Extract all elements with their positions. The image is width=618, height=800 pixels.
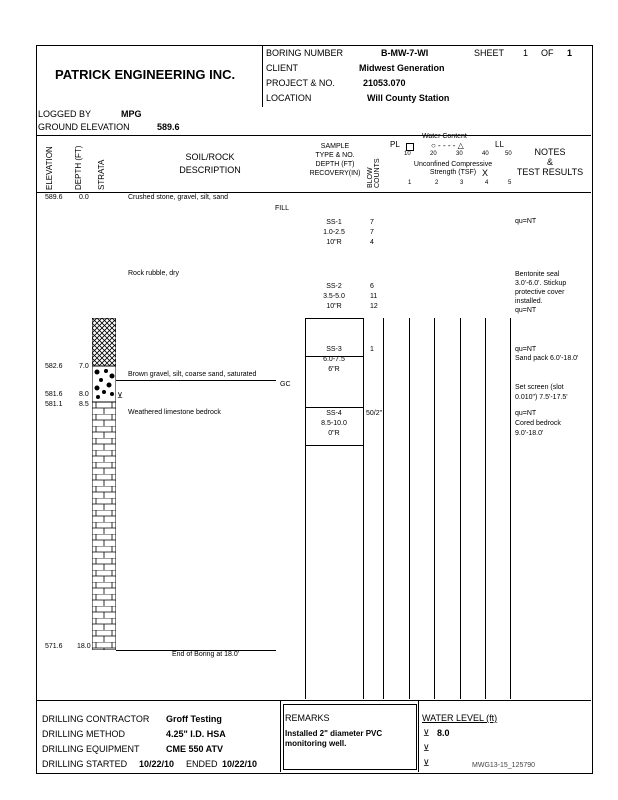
note-cored [515, 409, 561, 439]
method-value: 4.25" I.D. HSA [166, 729, 226, 739]
note-line: qu=NT [515, 307, 537, 314]
sample-ss2-depth: 3.5-5.0 [323, 293, 345, 300]
pl-label: PL [390, 140, 400, 149]
desc-rock-rubble: Rock rubble, dry [128, 270, 179, 277]
sample-ss3-depth: 6.0-7.5 [323, 356, 345, 363]
uc-tick: 4 [485, 180, 489, 186]
depth-0: 0.0 [79, 194, 89, 201]
location-value: Will County Station [367, 93, 450, 103]
sheet-total: 1 [567, 48, 573, 58]
elevation-header: ELEVATION [45, 146, 54, 190]
wc-tick: 10 [404, 151, 411, 157]
note-line: Set screen (slot [515, 384, 564, 391]
ground-elevation-label: GROUND ELEVATION [38, 122, 130, 132]
sample-line-4: RECOVERY(IN) [309, 170, 361, 177]
location-label: LOCATION [266, 93, 312, 103]
soil-rock-header [160, 151, 260, 177]
note-line: 9.0'-18.0' [515, 430, 544, 437]
water-level-label: WATER LEVEL (ft) [422, 713, 498, 723]
started-value: 10/22/10 [139, 759, 175, 769]
started-label: DRILLING STARTED [42, 759, 128, 769]
ll-label: LL [495, 140, 504, 149]
blow-header: BLOW [367, 167, 374, 188]
logged-by-label: LOGGED BY [38, 109, 92, 119]
equipment-value: CME 550 ATV [166, 744, 224, 754]
remarks-line: Installed 2" diameter PVC [285, 729, 383, 738]
elev-571: 571.6 [45, 643, 63, 650]
elev-589: 589.6 [45, 194, 63, 201]
note-line: Cored bedrock [515, 420, 561, 427]
blows-ss3 [370, 345, 374, 355]
blow-count: 6 [370, 283, 374, 290]
document-id: MWG13-15_125790 [472, 762, 536, 769]
project-value: 21053.070 [363, 78, 406, 88]
note-screen [515, 383, 568, 403]
sample-ss4-depth: 8.5-10.0 [321, 420, 347, 427]
blow-count: 7 [370, 219, 374, 226]
blow-count: 4 [370, 239, 374, 246]
sample-line-2: TYPE & NO. [315, 152, 355, 159]
strata-fill-gravel [92, 366, 116, 402]
desc-brown-gravel: Brown gravel, silt, coarse sand, saturated [128, 371, 257, 378]
water-level-icon: ⊻ [117, 391, 123, 400]
elev-582: 582.6 [45, 363, 63, 370]
sample-ss3-rec: 6"R [328, 366, 340, 373]
notes-line-3: TEST RESULTS [516, 167, 584, 177]
sample-ss4 [305, 409, 363, 439]
note-line: 3.0'-6.0'. Stickup [515, 280, 567, 287]
note-qu-1: qu=NT [515, 218, 537, 225]
notes-header [510, 147, 590, 177]
sample-ss2-name: SS-2 [326, 283, 342, 290]
notes-line-2: & [546, 157, 553, 167]
gc-label: GC [280, 381, 291, 388]
remarks-line: monitoring well. [285, 739, 347, 748]
sample-ss2-rec: 10"R [326, 303, 342, 310]
water-level-icon-3: ⊻ [423, 758, 430, 768]
sample-ss4-name: SS-4 [326, 410, 342, 417]
note-line: 0.010") 7.5'-17.5' [515, 394, 568, 401]
blows-ss4 [366, 409, 382, 419]
wc-marker-icon: ○ - - - - △ [431, 141, 464, 150]
uc-tick: 3 [460, 180, 464, 186]
depth-18: 18.0 [77, 643, 91, 650]
note-line: installed. [515, 298, 543, 305]
ended-label: ENDED [186, 759, 218, 769]
sample-ss3 [305, 345, 363, 375]
equipment-label: DRILLING EQUIPMENT [42, 744, 140, 754]
elev-581-6: 581.6 [45, 391, 63, 398]
unconfined-line-2: Strength (TSF) [429, 169, 477, 176]
pl-marker-icon [406, 143, 414, 151]
note-line: Sand pack 6.0'-18.0' [515, 355, 579, 362]
sample-ss1-rec: 10"R [326, 239, 342, 246]
note-line: Bentonite seal [515, 271, 560, 278]
remarks-label: REMARKS [285, 713, 330, 723]
elev-581-1: 581.1 [45, 401, 63, 408]
company-name: PATRICK ENGINEERING INC. [55, 67, 236, 82]
blows-ss1 [370, 218, 374, 248]
blow-count: 12 [370, 303, 378, 310]
sample-ss3-name: SS-3 [326, 346, 342, 353]
strata-fill-rubble [92, 318, 116, 366]
depth-7: 7.0 [79, 363, 89, 370]
note-bentonite [515, 270, 566, 315]
ended-value: 10/22/10 [222, 759, 258, 769]
sample-ss1 [305, 218, 363, 248]
blows-ss2 [370, 282, 378, 312]
sample-line-3: DEPTH (FT) [315, 161, 355, 168]
ground-elevation-value: 589.6 [157, 122, 180, 132]
uc-tick: 2 [435, 180, 439, 186]
blow-count: 50/2" [366, 410, 383, 417]
contractor-value: Groff Testing [166, 714, 222, 724]
wc-scale [400, 151, 520, 159]
uc-tick: 5 [508, 180, 512, 186]
uc-marker-icon: X [482, 168, 489, 178]
sample-ss1-name: SS-1 [326, 219, 342, 226]
method-label: DRILLING METHOD [42, 729, 126, 739]
notes-line-1: NOTES [534, 147, 566, 157]
unconfined-line-1: Unconfined Compressive [413, 161, 493, 168]
depth-8-5: 8.5 [79, 401, 89, 408]
depth-header: DEPTH (FT) [74, 145, 83, 190]
fill-label: FILL [275, 205, 290, 212]
contractor-label: DRILLING CONTRACTOR [42, 714, 150, 724]
strata-fill-limestone [92, 402, 116, 650]
wc-tick: 50 [505, 151, 512, 157]
desc-end-of-boring: End of Boring at 18.0' [172, 651, 240, 658]
boring-label: BORING NUMBER [266, 48, 344, 58]
depth-8: 8.0 [79, 391, 89, 398]
uc-scale [400, 180, 520, 188]
client-value: Midwest Generation [359, 63, 445, 73]
sheet-label: SHEET [474, 48, 505, 58]
water-level-icon-2: ⊻ [423, 743, 430, 753]
uc-tick: 1 [408, 180, 412, 186]
wc-tick: 40 [482, 151, 489, 157]
note-line: protective cover [515, 289, 565, 296]
soil-rock-line: SOIL/ROCK [185, 152, 235, 162]
logged-by-value: MPG [121, 109, 142, 119]
blow-count: 11 [370, 293, 378, 300]
blow-count: 1 [370, 346, 374, 353]
boring-value: B-MW-7-WI [381, 48, 429, 58]
sample-ss4-rec: 0"R [328, 430, 340, 437]
strata-header: STRATA [97, 159, 106, 190]
sheet-of-label: OF [541, 48, 554, 58]
note-line: qu=NT [515, 410, 537, 417]
remarks-text [285, 729, 382, 749]
sheet-number: 1 [523, 48, 529, 58]
unconfined-header [398, 161, 508, 177]
desc-limestone: Weathered limestone bedrock [128, 409, 221, 416]
description-line: DESCRIPTION [179, 165, 241, 175]
sample-ss1-depth: 1.0-2.5 [323, 229, 345, 236]
water-level-icon-1: ⊻ [423, 728, 430, 738]
sample-line-1: SAMPLE [320, 143, 350, 150]
wc-tick: 20 [430, 151, 437, 157]
note-sandpack [515, 345, 578, 363]
note-line: qu=NT [515, 346, 537, 353]
water-level-1: 8.0 [437, 728, 450, 738]
water-content-label: Water Content [422, 133, 467, 140]
desc-crushed-stone: Crushed stone, gravel, silt, sand [128, 194, 228, 201]
counts-header: COUNTS [374, 158, 381, 188]
sample-header [300, 142, 370, 178]
client-label: CLIENT [266, 63, 299, 73]
sample-ss2 [305, 282, 363, 312]
project-label: PROJECT & NO. [266, 78, 335, 88]
wc-tick: 30 [456, 151, 463, 157]
blow-count: 7 [370, 229, 374, 236]
